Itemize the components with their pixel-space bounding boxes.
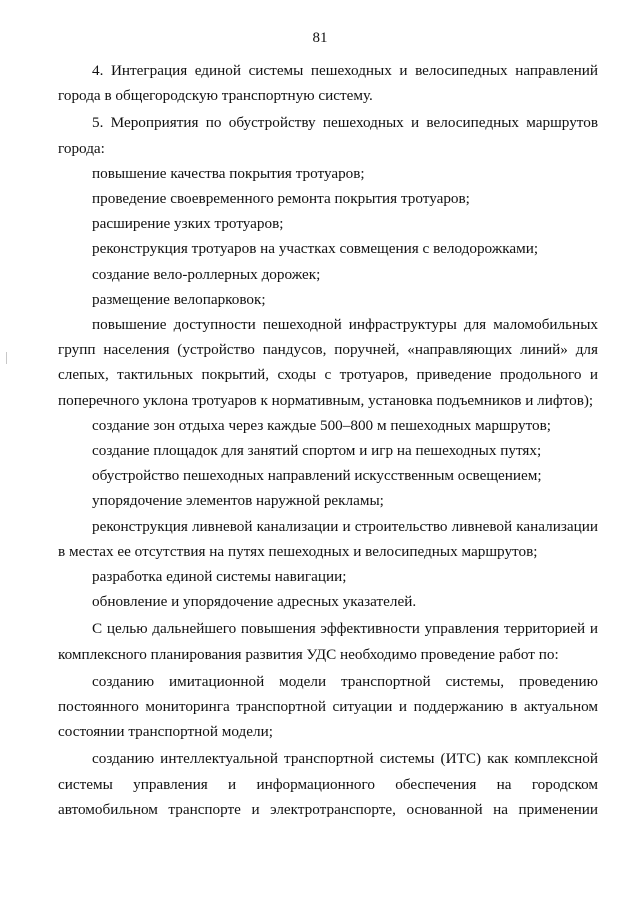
list-item-bike-roller-paths: создание вело-роллерных дорожек; [92,265,321,283]
scan-artifact-mark [6,352,7,364]
list-item-sidewalk-repair: проведение своевременного ремонта покрытия тротуаров; [92,190,470,208]
paragraph-intelligent-transport-system: созданию интеллектуальной транспортной системы (ИТС) как комплексной системы управления и информационного обеспечения на городском автомобильном транспорте и электротранспорте, основанной на применении [58,750,598,818]
list-item-reconstruction: реконструкция тротуаров на участках совмещения с велодорожками; [92,240,539,258]
page-number: 81 [312,30,328,46]
paragraph-measures-heading: 5. Мероприятия по обустройству пешеходных и велосипедных маршрутов города: [58,114,598,157]
list-item-bike-parking: размещение велопарковок; [92,290,266,308]
paragraph-efficiency-intro: С целью дальнейшего повышения эффективности управления территорией и комплексного планирования развития УДС необходимо проведение работ по: [58,620,598,663]
list-item-widening: расширение узких тротуаров; [92,215,284,233]
list-item-sidewalk-quality: повышение качества покрытия тротуаров; [92,164,365,182]
document-body [58,58,598,822]
list-item-lighting: обустройство пешеходных направлений искусственным освещением; [92,467,542,485]
paragraph-integration: 4. Интеграция единой системы пешеходных и велосипедных направлений города в общегородскую транспортную систему. [58,62,598,105]
list-item-accessibility: повышение доступности пешеходной инфраструктуры для маломобильных групп населения (устройство пандусов, поручней, «направляющих линий» для слепых, тактильных покрытий, сходы с тротуаров, приведение продольного и поперечного уклона тротуаров к нормативным, установка подъемников и лифтов); [58,316,598,409]
list-item-sports-grounds: создание площадок для занятий спортом и игр на пешеходных путях; [92,442,542,460]
list-item-storm-drainage: реконструкция ливневой канализации и строительство ливневой канализации в местах ее отсутствия на путях пешеходных и велосипедных маршрутов; [58,517,598,560]
list-item-address-signs: обновление и упорядочение адресных указателей. [92,593,417,611]
list-item-advertising: упорядочение элементов наружной рекламы; [92,492,384,510]
list-item-rest-zones: создание зон отдыха через каждые 500–800 м пешеходных маршрутов; [92,416,552,434]
list-item-navigation-system: разработка единой системы навигации; [92,568,347,586]
paragraph-simulation-model: созданию имитационной модели транспортной системы, проведению постоянного мониторинга транспортной ситуации и поддержанию в актуальном состоянии транспортной модели; [58,672,598,741]
